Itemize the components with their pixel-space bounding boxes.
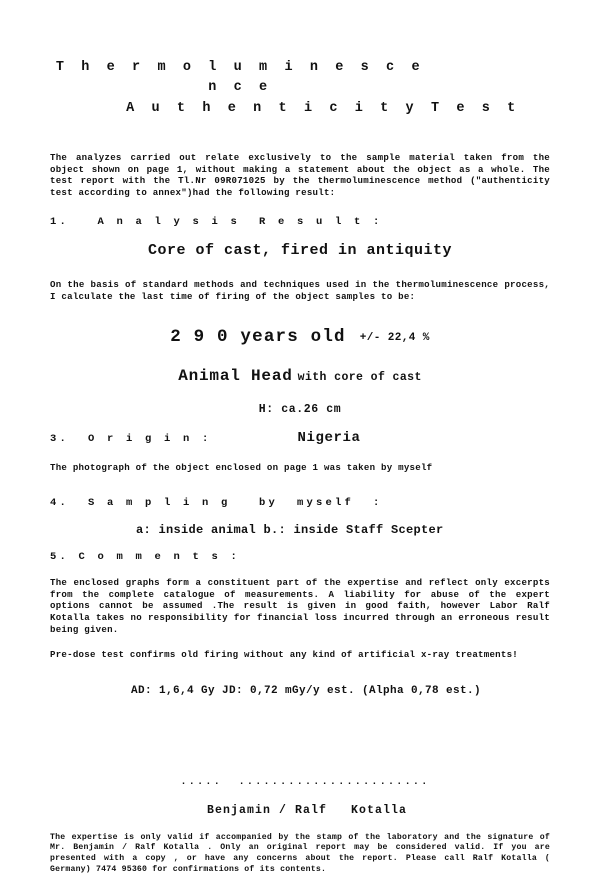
disclaimer-text: The expertise is only valid if accompanied by the stamp of the laboratory and the signature of Mr. Benjamin / Ralf Kotalla . Only an original report may be considered valid. If you are presented with a copy , or have any concerns about the report. Please call Ralf Kotalla ( Germany) 7474 95360 for confirmations of its contents. (50, 832, 550, 874)
object-dimensions: H: ca.26 cm (258, 402, 342, 416)
basis-paragraph: On the basis of standard methods and techniques used in the thermoluminescence process, I calculate the last time of firing of the object samples to be: (50, 279, 550, 302)
title-line-1: T h e r m o l u m i n e s c e n c e (55, 60, 425, 95)
signature-name: Benjamin / Ralf Kotalla (206, 803, 408, 817)
intro-text-before-code: The analyzes carried out relate exclusively to the sample material taken from the object shown on page 1, without making a statement about the object as a whole. The test report with the Tl.Nr (50, 152, 550, 187)
section-heading-sampling: 4. S a m p l i n g by myself : (50, 497, 383, 510)
predose-paragraph: Pre-dose test confirms old firing without any kind of artificial x-ray treatments! (50, 649, 518, 661)
object-description-line (50, 367, 550, 385)
object-name: Animal Head (178, 366, 293, 385)
measurement-values: AD: 1,6,4 Gy JD: 0,72 mGy/y est. (Alpha 0,78 est.) (130, 684, 482, 697)
age-tolerance: +/- 22,4 % (359, 331, 430, 344)
section-heading-analysis-result: 1. A n a l y s i s R e s u l t : (50, 216, 383, 229)
intro-paragraph (50, 152, 550, 198)
section-heading-comments: 5. C o m m e n t s : (50, 551, 241, 564)
object-qualifier: with core of cast (297, 370, 422, 384)
origin-value: Nigeria (297, 429, 361, 446)
title-line-2: A u t h e n t i c i t y T e s t (126, 101, 520, 116)
comments-paragraph: The enclosed graphs form a constituent part of the expertise and reflect only excerpts from the complete catalogue of measurements. A liability for abuse of the expert options cannot be assumed .The result is given in good faith, however Labor Ralf Kotalla takes no responsibility for financial loss incurred through an erroneous result being given. (50, 577, 550, 635)
age-result-line (50, 327, 550, 347)
age-value: 2 9 0 years old (170, 326, 346, 347)
document-title (50, 0, 550, 120)
sampling-detail: a: inside animal b.: inside Staff Scepter (136, 523, 444, 538)
report-number: 09R071025 (214, 175, 266, 187)
signature-separator: ..... ....................... (180, 776, 430, 788)
intro-text-after-code: by the thermoluminescence method ("authenticity test according to annex")had the following result: (50, 175, 550, 198)
photograph-note: The photograph of the object enclosed on page 1 was taken by myself (50, 461, 433, 473)
origin-row (50, 430, 550, 446)
analysis-result-value: Core of cast, fired in antiquity (147, 242, 453, 260)
section-heading-origin: 3. O r i g i n : (50, 432, 212, 445)
